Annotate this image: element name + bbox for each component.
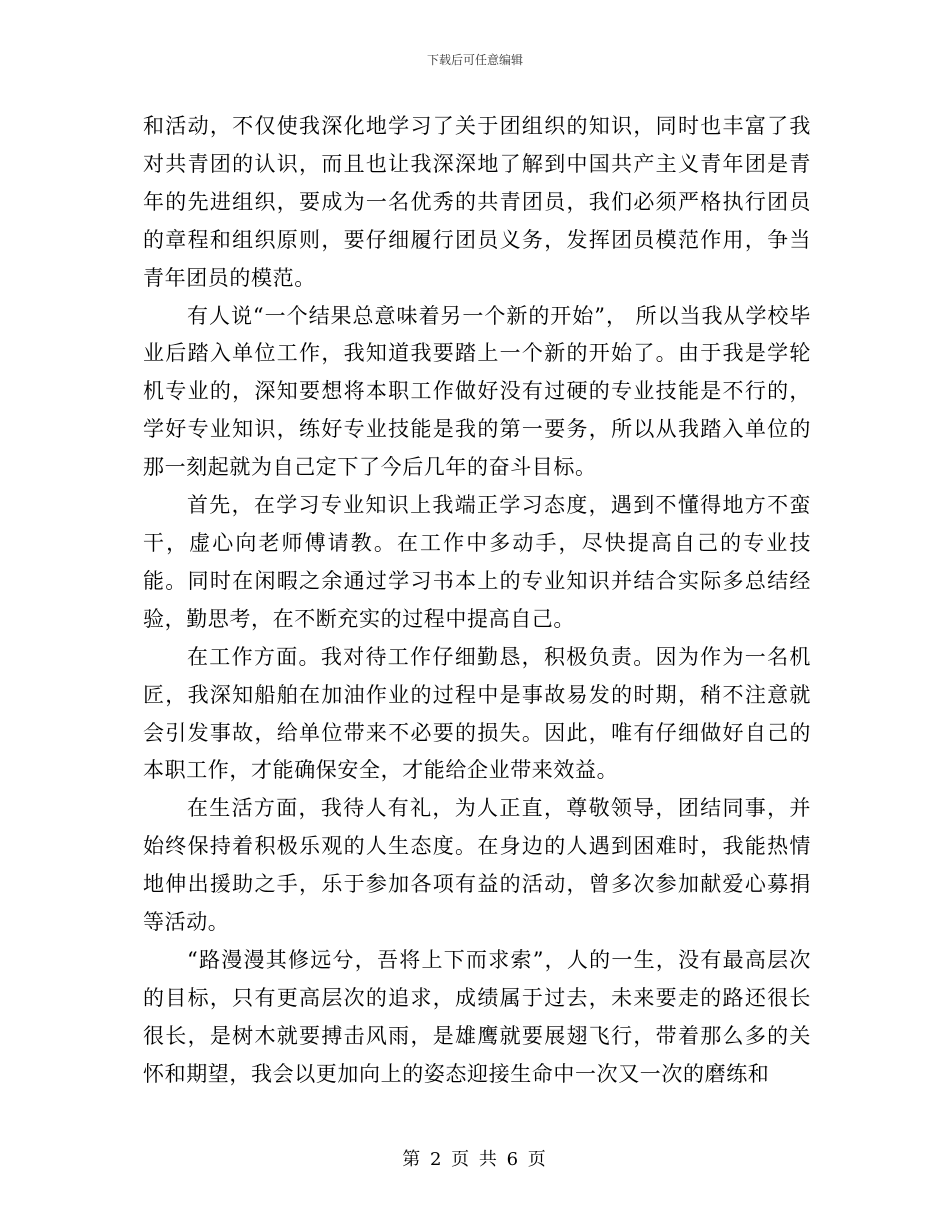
paragraph-continuation: 和活动，不仅使我深化地学习了关于团组织的知识，同时也丰富了我对共青团的认识，而且也让我深深地了解到中国共产主义青年团是青年的先进组织，要成为一名优秀的共青团员，我们必须严格执行团员的章程和组织原则，要仔细履行团员义务，发挥团员模范作用，争当青年团员的模范。 [143,114,811,290]
page-number-footer: 第 2 页 共 6 页 [402,1149,548,1170]
paragraph-new-beginning: 有人说“一个结果总意味着另一个新的开始”， 所以当我从学校毕业后踏入单位工作，我知道我要踏上一个新的开始了。由于我是学轮机专业的，深知要想将本职工作做好没有过硬的专业技能是不行的，学好专业知识，练好专业技能是我的第一要务，所以从我踏入单位的那一刻起就为自己定下了今后几年的奋斗目标。 [143,303,811,480]
paragraph-life: 在生活方面，我待人有礼，为人正直，尊敬领导，团结同事，并始终保持着积极乐观的人生态度。在身边的人遇到困难时，我能热情地伸出援助之手，乐于参加各项有益的活动，曾多次参加献爱心募捐等活动。 [143,796,811,935]
paragraph-conclusion: “路漫漫其修远兮，吾将上下而求索”，人的一生，没有最高层次的目标，只有更高层次的追求，成绩属于过去，未来要走的路还很长很长，是树木就要搏击风雨，是雄鹰就要展翅飞行，带着那么多的关怀和期望，我会以更加向上的姿态迎接生命中一次又一次的磨练和 [143,947,811,1086]
paragraph-study: 首先，在学习专业知识上我端正学习态度，遇到不懂得地方不蛮干，虚心向老师傅请教。在工作中多动手，尽快提高自己的专业技能。同时在闲暇之余通过学习书本上的专业知识并结合实际多总结经验，勤思考，在不断充实的过程中提高自己。 [143,493,811,631]
page-header-note: 下载后可任意编辑 [426,53,523,67]
paragraph-work: 在工作方面。我对待工作仔细勤恳，积极负责。因为作为一名机匠，我深知船舶在加油作业的过程中是事故易发的时期，稍不注意就会引发事故，给单位带来不必要的损失。因此，唯有仔细做好自己的本职工作，才能确保安全，才能给企业带来效益。 [143,644,811,783]
document-body [143,108,811,1094]
